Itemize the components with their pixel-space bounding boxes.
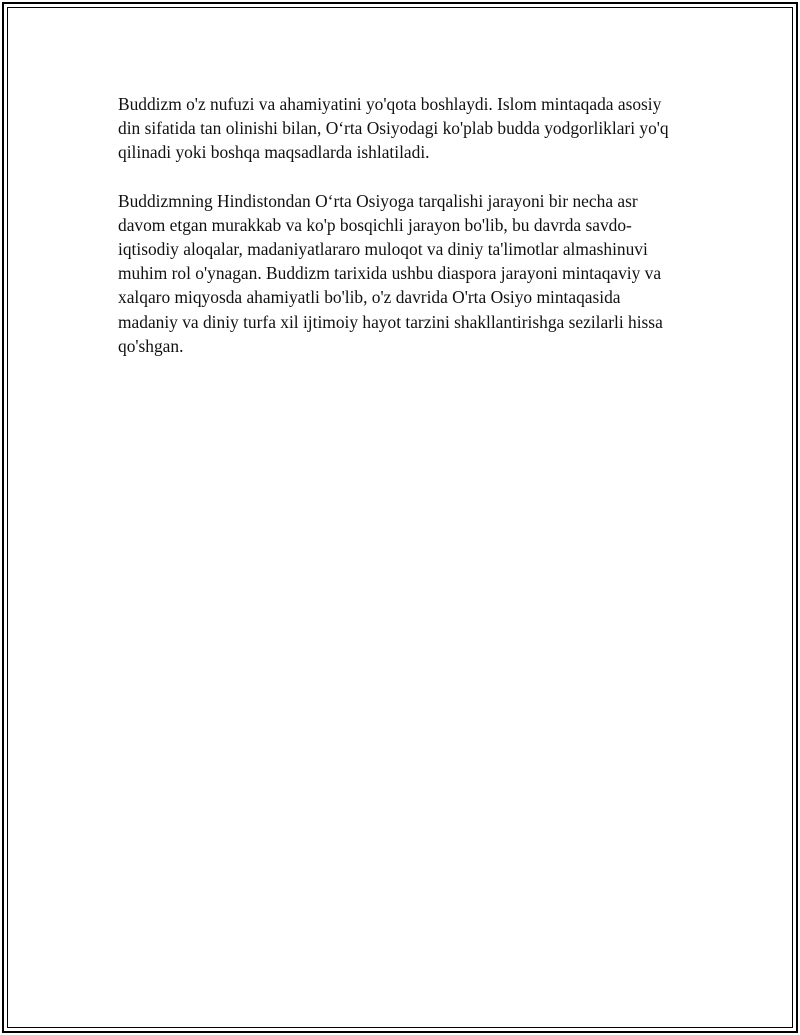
paragraph-1: Buddizm o'z nufuzi va ahamiyatini yo'qota boshlaydi. Islom mintaqada asosiy din sifatida tan olinishi bilan, O‘rta Osiyodagi ko'plab budda yodgorliklari yo'q qilinadi yoki boshqa maqsadlarda ishlatiladi. [118, 94, 669, 163]
document-body [118, 92, 684, 382]
paragraph-2: Buddizmning Hindistondan O‘rta Osiyoga tarqalishi jarayoni bir necha asr davom etgan murakkab va ko'p bosqichli jarayon bo'lib, bu davrda savdo-iqtisodiy aloqalar, madaniyatlararo muloqot va diniy ta'limotlar almashinuvi muhim rol o'ynagan. Buddizm tarixida ushbu diaspora jarayoni mintaqaviy va xalqaro miqyosda ahamiyatli bo'lib, o'z davrida O'rta Osiyo mintaqasida madaniy va diniy turfa xil ijtimoiy hayot tarzini shakllantirishga sezilarli hissa qo'shgan. [118, 190, 663, 356]
